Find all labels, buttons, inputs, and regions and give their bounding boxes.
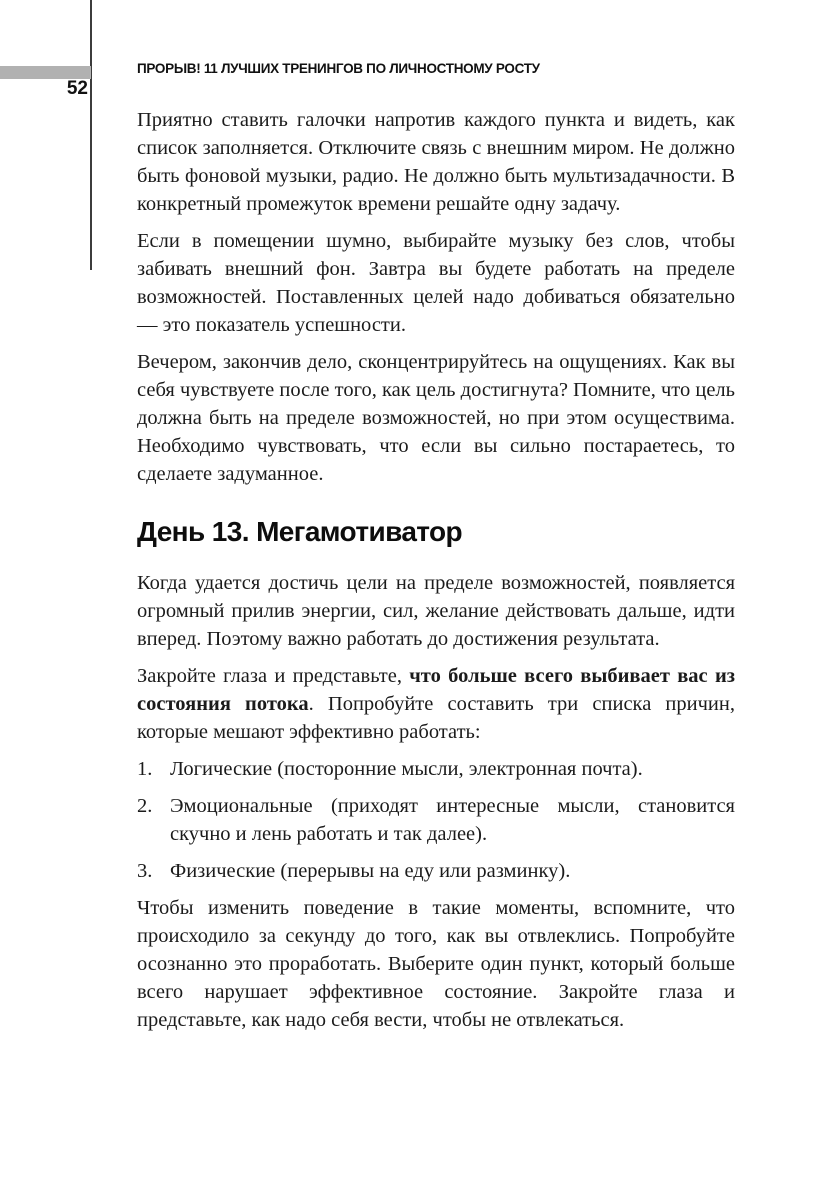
numbered-list-item (137, 857, 735, 885)
body-paragraph: Когда удается достичь цели на пределе возможностей, появляется огромный прилив энергии, сил, желание действовать дальше, идти вперед. Поэтому важно работать до достижения результата. (137, 572, 735, 650)
section-heading: День 13. Мегамотиватор (137, 516, 463, 547)
body-paragraph: Приятно ставить галочки напротив каждого пункта и видеть, как список заполняется. Отключите связь с внешним миром. Не должно быть фоновой музыки, радио. Не должно быть мультизадачности. В конкретный промежуток времени решайте одну задачу. (137, 109, 735, 215)
paragraph-text-regular: Закройте глаза и представьте, (137, 665, 410, 687)
numbered-list-item (137, 755, 735, 783)
list-marker: 2. (137, 795, 153, 817)
list-text: Физические (перерывы на еду или разминку). (170, 860, 571, 882)
running-header: ПРОРЫВ! 11 ЛУЧШИХ ТРЕНИНГОВ ПО ЛИЧНОСТНОМУ РОСТУ (137, 61, 540, 76)
text-column (137, 106, 735, 1043)
closing-paragraph: Чтобы изменить поведение в такие моменты, вспомните, что происходило за секунду до того, как вы отвлеклись. Попробуйте осознанно это проработать. Выберите один пункт, который больше всего нарушает эффективное состояние. Закройте глаза и представьте, как надо себя вести, чтобы не отвлекаться. (137, 897, 735, 1031)
list-text: Эмоциональные (приходят интересные мысли, становится скучно и лень работать и так далее). (170, 795, 735, 845)
body-paragraph: Если в помещении шумно, выбирайте музыку без слов, чтобы забивать внешний фон. Завтра вы будете работать на пределе возможностей. Поставленных целей надо добиваться обязательно — это показатель успешности. (137, 230, 735, 336)
page-number: 52 (66, 78, 88, 99)
body-paragraph-with-bold (137, 662, 735, 746)
numbered-list-item (137, 792, 735, 848)
numbered-list (137, 755, 735, 885)
body-paragraph: Вечером, закончив дело, сконцентрируйтесь на ощущениях. Как вы себя чувствуете после того, как цель достигнута? Помните, что цель должна быть на пределе возможностей, но при этом осуществима. Необходимо чувствовать, что если вы сильно постараетесь, то сделаете задуманное. (137, 351, 735, 485)
list-marker: 1. (137, 758, 153, 780)
paragraph-text-bold: что больше всего выбивает вас из состояния потока (137, 665, 735, 715)
list-marker: 3. (137, 860, 153, 882)
paragraph-text-regular: . Попробуйте составить три списка причин, которые мешают эффективно работать: (137, 693, 735, 743)
list-text: Логические (посторонние мысли, электронная почта). (170, 758, 643, 780)
margin-vertical-rule (90, 0, 92, 270)
